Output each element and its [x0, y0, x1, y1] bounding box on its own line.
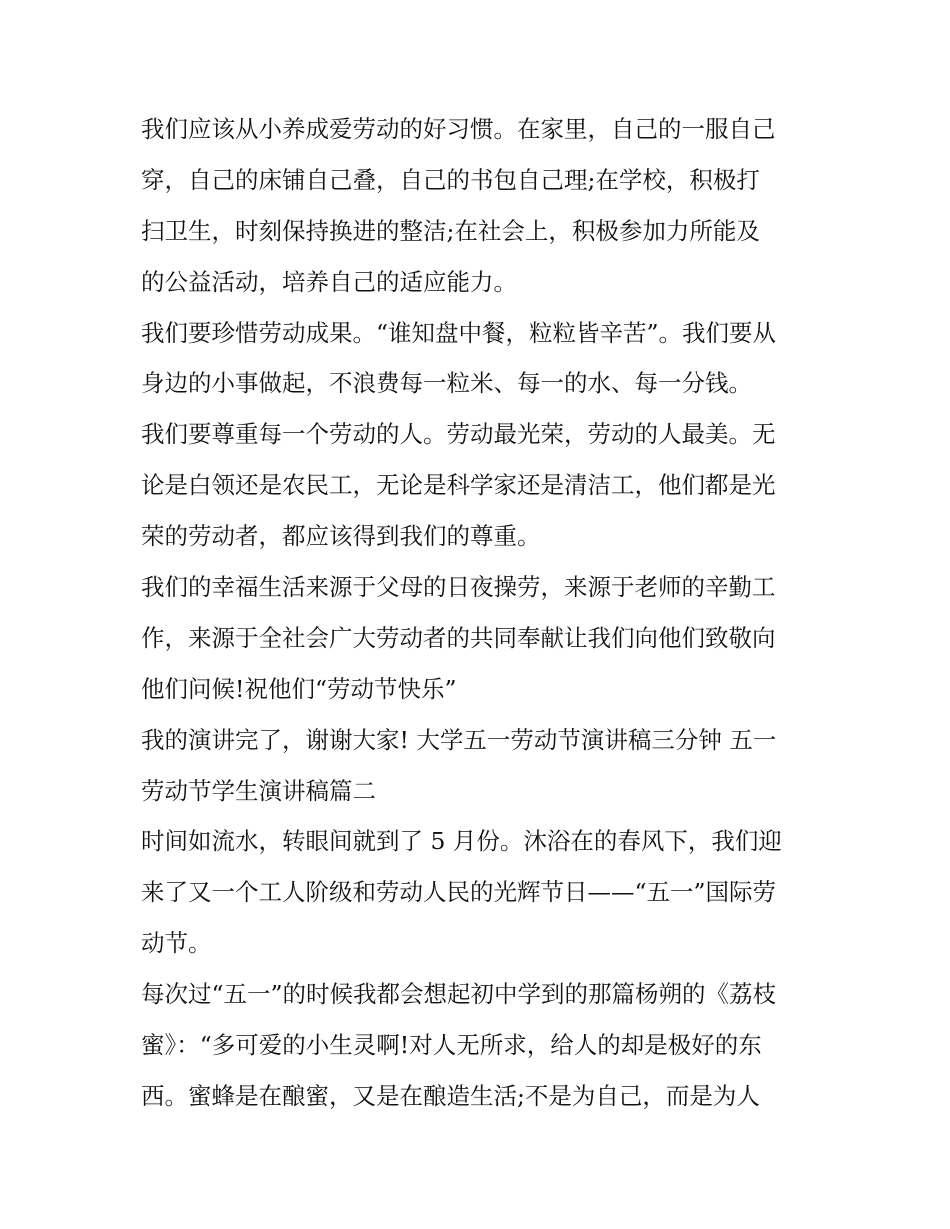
- text-line: 的公益活动，培养自己的适应能力。: [141, 267, 517, 296]
- text-line: 论是白领还是农民工，无论是科学家还是清洁工，他们都是光: [141, 471, 776, 500]
- text-line: 我们要尊重每一个劳动的人。劳动最光荣，劳动的人最美。无: [141, 420, 776, 449]
- text-line: 西。蜜蜂是在酿蜜，又是在酿造生活;不是为自己，而是为人: [141, 1081, 760, 1110]
- text-line: 我们的幸福生活来源于父母的日夜操劳，来源于老师的辛勤工: [141, 573, 776, 602]
- text-line: 作，来源于全社会广大劳动者的共同奉献让我们向他们致敬向: [141, 623, 776, 652]
- text-line: 每次过“五一”的时候我都会想起初中学到的那篇杨朔的《荔枝: [141, 980, 777, 1009]
- text-line: 荣的劳动者，都应该得到我们的尊重。: [141, 522, 541, 551]
- text-line: 他们问候!祝他们“劳动节快乐”: [141, 674, 457, 703]
- text-line: 来了又一个工人阶级和劳动人民的光辉节日——“五一”国际劳: [141, 878, 777, 907]
- text-line: 劳动节学生演讲稿篇二: [141, 776, 376, 805]
- document-body: [141, 104, 813, 1122]
- text-line: 身边的小事做起，不浪费每一粒米、每一的水、每一分钱。: [141, 369, 752, 398]
- text-line: 扫卫生，时刻保持换进的整洁;在社会上，积极参加力所能及: [141, 216, 760, 245]
- text-line: 时间如流水，转眼间就到了 5 月份。沐浴在的春风下，我们迎: [141, 827, 782, 856]
- text-line: 我的演讲完了，谢谢大家! 大学五一劳动节演讲稿三分钟 五一: [141, 725, 777, 754]
- text-line: 穿，自己的床铺自己叠，自己的书包自己理;在学校，积极打: [141, 165, 760, 194]
- text-line: 我们应该从小养成爱劳动的好习惯。在家里，自己的一服自己: [141, 115, 776, 143]
- text-line: 动节。: [141, 929, 212, 958]
- text-line: 我们要珍惜劳动成果。“谁知盘中餐，粒粒皆辛苦”。我们要从: [141, 318, 777, 347]
- text-line: 蜜》：“多可爱的小生灵啊!对人无所求，给人的却是极好的东: [141, 1031, 762, 1060]
